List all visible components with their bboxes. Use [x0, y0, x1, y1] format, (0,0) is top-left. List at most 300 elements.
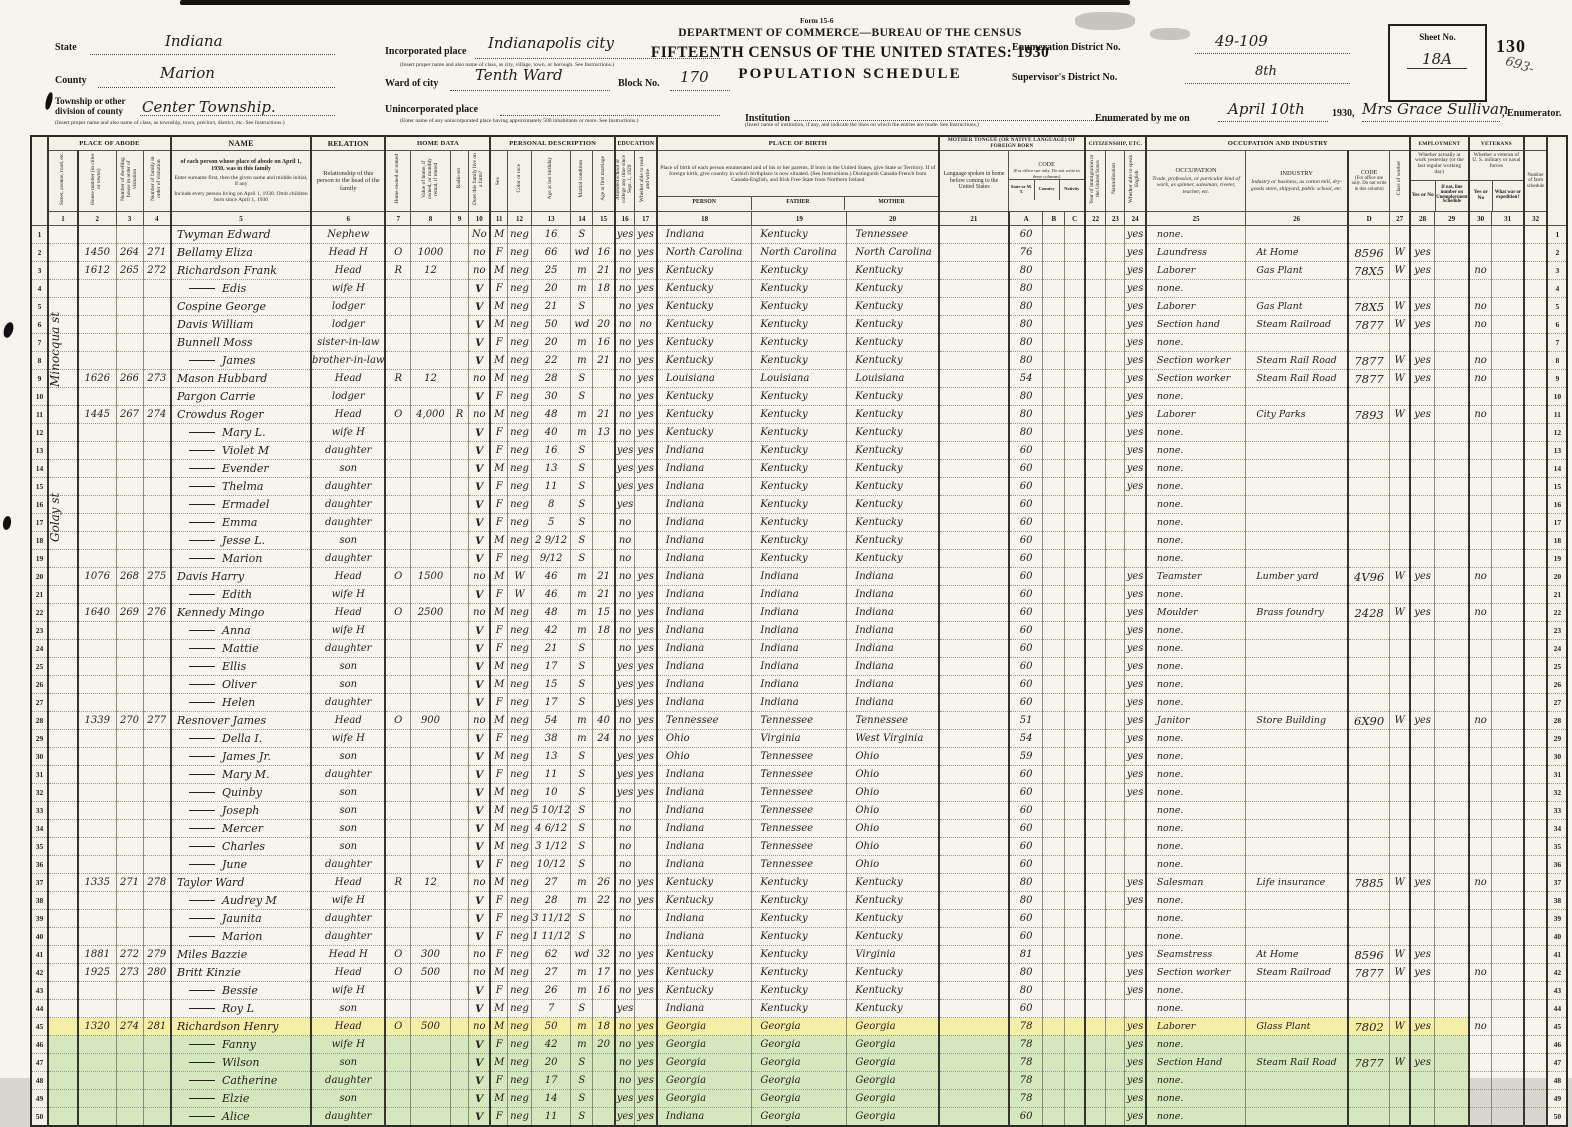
cell-cA: 78 [1009, 1054, 1043, 1072]
cell-pf: Virginia [752, 730, 847, 748]
cell-fs [1524, 838, 1547, 856]
col-head-industry: INDUSTRY Industry or business, as cotton mill, dry-goods store, shipyard, public school, etc. [1246, 151, 1348, 212]
cell-ms: S [571, 838, 593, 856]
cell-oc: none. [1146, 460, 1246, 478]
cell-vt [1469, 640, 1492, 658]
cell-hn [78, 442, 116, 460]
col-head-color: Color or race [507, 151, 531, 212]
cell-val [410, 280, 450, 298]
cell-name: Roy L [171, 1000, 311, 1018]
cell-name: Bellamy Eliza [171, 244, 311, 262]
cell-ind [1246, 640, 1348, 658]
cell-rel: Head [311, 874, 385, 892]
cell-ind: Store Building [1246, 712, 1348, 730]
cell-en: yes [1125, 892, 1146, 910]
cell-am: 16 [593, 982, 615, 1000]
cell-hn [78, 460, 116, 478]
cell-ms: m [571, 874, 593, 892]
cell-cB [1043, 946, 1065, 964]
cell-sx: F [490, 280, 507, 298]
cell-ms: m [571, 604, 593, 622]
cell-cA: 60 [1009, 460, 1043, 478]
cell-age: 17 [531, 658, 570, 676]
cell-dw [116, 532, 143, 550]
cell-war [1492, 964, 1524, 982]
group-personal-description: PERSONAL DESCRIPTION [490, 136, 614, 151]
cell-am [593, 802, 615, 820]
cell-dw: 272 [116, 946, 143, 964]
cell-name: Anna [171, 622, 311, 640]
state-line [90, 54, 335, 55]
cell-am [593, 550, 615, 568]
cell-fam [143, 226, 171, 244]
cell-cw [1390, 496, 1410, 514]
cell-en [1125, 820, 1146, 838]
cell-rw: yes [635, 280, 657, 298]
cell-lang [939, 1054, 1009, 1072]
cell-fam [143, 586, 171, 604]
county-value: Marion [160, 64, 215, 82]
cell-street [48, 928, 78, 946]
cell-cA: 59 [1009, 748, 1043, 766]
cell-cD [1348, 514, 1390, 532]
col-number-30: 30 [1469, 212, 1492, 226]
cell-cB [1043, 226, 1065, 244]
col-number-A: A [1009, 212, 1043, 226]
cell-o [385, 280, 410, 298]
cell-fam [143, 658, 171, 676]
cell-rad [450, 892, 468, 910]
cell-nat [1106, 442, 1125, 460]
cell-wk: yes [1410, 352, 1435, 370]
cell-sch: no [615, 370, 635, 388]
cell-sch: no [615, 550, 635, 568]
cell-ms: S [571, 1054, 593, 1072]
cell-vt [1469, 694, 1492, 712]
cell-farm: V [468, 892, 490, 910]
cell-sch: no [615, 640, 635, 658]
table-row [31, 928, 1567, 946]
cell-cB [1043, 586, 1065, 604]
cell-rw: yes [635, 766, 657, 784]
cell-cw [1390, 748, 1410, 766]
cell-sx: M [490, 1054, 507, 1072]
cell-fam [143, 910, 171, 928]
cell-oc: Laborer [1146, 1018, 1246, 1036]
cell-nat [1106, 370, 1125, 388]
cell-farm: V [468, 1072, 490, 1090]
cell-name: Catherine [171, 1072, 311, 1090]
cell-rad [450, 280, 468, 298]
cell-farm: no [468, 712, 490, 730]
cell-cC [1065, 892, 1085, 910]
cell-nat [1106, 892, 1125, 910]
table-row [31, 1054, 1567, 1072]
cell-war [1492, 730, 1524, 748]
cell-vt [1469, 766, 1492, 784]
cell-pf: Kentucky [752, 226, 847, 244]
cell-farm: V [468, 928, 490, 946]
line-number-right: 5 [1547, 298, 1567, 316]
cell-farm: V [468, 532, 490, 550]
cell-pf: Kentucky [752, 892, 847, 910]
cell-rad [450, 244, 468, 262]
line-number-left: 30 [31, 748, 48, 766]
col-number-14: 14 [571, 212, 593, 226]
cell-imm [1085, 550, 1106, 568]
cell-cr: neg [507, 316, 531, 334]
cell-war [1492, 316, 1524, 334]
cell-am [593, 784, 615, 802]
cell-dw: 267 [116, 406, 143, 424]
col-head-agemarr: Age at first marriage [593, 151, 615, 212]
cell-war [1492, 658, 1524, 676]
cell-war [1492, 1108, 1524, 1127]
cell-rad [450, 838, 468, 856]
cell-cC [1065, 982, 1085, 1000]
cell-cw [1390, 514, 1410, 532]
cell-wk [1410, 748, 1435, 766]
line-number-left: 8 [31, 352, 48, 370]
cell-sx: M [490, 712, 507, 730]
cell-cB [1043, 676, 1065, 694]
cell-cr: neg [507, 874, 531, 892]
cell-fs [1524, 442, 1547, 460]
cell-pb: Indiana [657, 820, 752, 838]
cell-am [593, 460, 615, 478]
cell-wk [1410, 676, 1435, 694]
cell-oc: none. [1146, 820, 1246, 838]
cell-am [593, 388, 615, 406]
scan-artifact-blob [2, 515, 12, 530]
cell-cD [1348, 658, 1390, 676]
line-number-left: 28 [31, 712, 48, 730]
cell-ind [1246, 982, 1348, 1000]
cell-fs [1524, 514, 1547, 532]
line-number-left: 11 [31, 406, 48, 424]
cell-sch: no [615, 532, 635, 550]
cell-pf: Louisiana [752, 370, 847, 388]
table-row [31, 910, 1567, 928]
cell-cA: 60 [1009, 766, 1043, 784]
cell-oc: Seamstress [1146, 946, 1246, 964]
cell-name: Violet M [171, 442, 311, 460]
cell-age: 11 [531, 1108, 570, 1127]
cell-rel: lodger [311, 388, 385, 406]
cell-cA: 54 [1009, 370, 1043, 388]
cell-hn [78, 514, 116, 532]
table-row [31, 1108, 1567, 1127]
group-relation: RELATION [311, 136, 385, 151]
cell-nat [1106, 694, 1125, 712]
cell-lang [939, 910, 1009, 928]
cell-am [593, 820, 615, 838]
cell-cw: W [1390, 316, 1410, 334]
cell-ms: S [571, 676, 593, 694]
cell-rel: son [311, 658, 385, 676]
cell-en: yes [1125, 316, 1146, 334]
cell-cB [1043, 532, 1065, 550]
cell-o [385, 460, 410, 478]
cell-cw [1390, 1000, 1410, 1018]
cell-cC [1065, 568, 1085, 586]
cell-fs [1524, 658, 1547, 676]
cell-dw [116, 658, 143, 676]
group-name: NAME [171, 136, 311, 151]
cell-vt [1469, 928, 1492, 946]
cell-hn [78, 640, 116, 658]
line-number-right: 46 [1547, 1036, 1567, 1054]
cell-cD [1348, 802, 1390, 820]
cell-ind [1246, 892, 1348, 910]
cell-en [1125, 802, 1146, 820]
cell-l29 [1435, 892, 1469, 910]
cell-dw: 264 [116, 244, 143, 262]
cell-l29 [1435, 460, 1469, 478]
cell-dw [116, 892, 143, 910]
cell-pm: Ohio [847, 820, 939, 838]
table-row [31, 1000, 1567, 1018]
cell-sx: F [490, 478, 507, 496]
cell-o [385, 856, 410, 874]
cell-ms: S [571, 928, 593, 946]
cell-en: yes [1125, 694, 1146, 712]
cell-dw: 265 [116, 262, 143, 280]
cell-vt [1469, 496, 1492, 514]
cell-cB [1043, 640, 1065, 658]
cell-oc: none. [1146, 226, 1246, 244]
cell-street [48, 604, 78, 622]
group-place-of-abode: PLACE OF ABODE [48, 136, 171, 151]
cell-am [593, 838, 615, 856]
cell-hn [78, 784, 116, 802]
cell-age: 46 [531, 568, 570, 586]
cell-pf: Kentucky [752, 1000, 847, 1018]
cell-cB [1043, 748, 1065, 766]
cell-rad [450, 442, 468, 460]
cell-val [410, 298, 450, 316]
cell-name: Helen [171, 694, 311, 712]
cell-sx: M [490, 604, 507, 622]
cell-cw [1390, 388, 1410, 406]
cell-pf: Kentucky [752, 406, 847, 424]
cell-street [48, 1072, 78, 1090]
cell-imm [1085, 604, 1106, 622]
cell-fs [1524, 910, 1547, 928]
cell-cB [1043, 478, 1065, 496]
cell-cC [1065, 244, 1085, 262]
cell-ms: S [571, 388, 593, 406]
cell-sx: F [490, 928, 507, 946]
cell-val [410, 352, 450, 370]
cell-nat [1106, 622, 1125, 640]
state-value: Indiana [165, 32, 223, 50]
cell-hn [78, 766, 116, 784]
cell-rel: son [311, 1054, 385, 1072]
cell-am: 26 [593, 874, 615, 892]
cell-fam [143, 640, 171, 658]
cell-oc: none. [1146, 532, 1246, 550]
col-number-29: 29 [1435, 212, 1469, 226]
scan-artifact-smudge [1075, 12, 1135, 30]
cell-sch: no [615, 388, 635, 406]
line-number-left: 21 [31, 586, 48, 604]
cell-ms: S [571, 298, 593, 316]
cell-age: 11 [531, 478, 570, 496]
cell-cC [1065, 424, 1085, 442]
cell-street [48, 820, 78, 838]
cell-pf: Tennessee [752, 856, 847, 874]
cell-vt [1469, 1108, 1492, 1127]
cell-am: 21 [593, 352, 615, 370]
cell-pf: Kentucky [752, 910, 847, 928]
cell-pm: Kentucky [847, 514, 939, 532]
cell-cr: neg [507, 298, 531, 316]
cell-en [1125, 1000, 1146, 1018]
col-number-22: 22 [1085, 212, 1106, 226]
cell-imm [1085, 640, 1106, 658]
cell-name: Joseph [171, 802, 311, 820]
cell-age: 48 [531, 406, 570, 424]
col-head-house: House number (in cities or towns) [78, 151, 116, 212]
line-number-right: 48 [1547, 1072, 1567, 1090]
cell-imm [1085, 892, 1106, 910]
cell-farm: V [468, 748, 490, 766]
cell-val [410, 766, 450, 784]
line-number-right: 45 [1547, 1018, 1567, 1036]
cell-lang [939, 1108, 1009, 1127]
cell-fs [1524, 964, 1547, 982]
cell-hn: 1339 [78, 712, 116, 730]
cell-val [410, 388, 450, 406]
cell-l29 [1435, 784, 1469, 802]
cell-en: yes [1125, 1090, 1146, 1108]
cell-war [1492, 1054, 1524, 1072]
cell-war [1492, 694, 1524, 712]
cell-en: yes [1125, 280, 1146, 298]
cell-rw: yes [635, 1018, 657, 1036]
cell-cr: neg [507, 748, 531, 766]
cell-sch: no [615, 406, 635, 424]
cell-age: 46 [531, 586, 570, 604]
cell-pm: Kentucky [847, 352, 939, 370]
cell-war [1492, 568, 1524, 586]
cell-rad [450, 856, 468, 874]
col-number-5: 5 [171, 212, 311, 226]
cell-cD [1348, 928, 1390, 946]
cell-farm: no [468, 568, 490, 586]
cell-fam [143, 352, 171, 370]
cell-cw [1390, 424, 1410, 442]
cell-ind [1246, 460, 1348, 478]
cell-rad [450, 550, 468, 568]
cell-street [48, 856, 78, 874]
cell-cB [1043, 712, 1065, 730]
cell-wk: yes [1410, 316, 1435, 334]
cell-imm [1085, 658, 1106, 676]
stamp-693: 693- [1503, 53, 1536, 78]
col-number-31: 31 [1492, 212, 1524, 226]
cell-cr: neg [507, 694, 531, 712]
table-row [31, 244, 1567, 262]
cell-cD: 2428 [1348, 604, 1390, 622]
cell-pm: West Virginia [847, 730, 939, 748]
cell-age: 3 1/12 [531, 838, 570, 856]
cell-l29 [1435, 946, 1469, 964]
cell-cA: 81 [1009, 946, 1043, 964]
cell-war [1492, 712, 1524, 730]
line-number-right: 32 [1547, 784, 1567, 802]
cell-farm: V [468, 784, 490, 802]
cell-imm [1085, 226, 1106, 244]
cell-cB [1043, 856, 1065, 874]
cell-oc: none. [1146, 856, 1246, 874]
col-head-immigration: Year of immigration to the United States [1085, 151, 1106, 212]
cell-pm: Tennessee [847, 226, 939, 244]
cell-cB [1043, 874, 1065, 892]
col-head-sex: Sex [490, 151, 507, 212]
line-number-right: 27 [1547, 694, 1567, 712]
cell-cr: neg [507, 640, 531, 658]
cell-age: 22 [531, 352, 570, 370]
cell-am [593, 910, 615, 928]
table-row [31, 982, 1567, 1000]
cell-lang [939, 514, 1009, 532]
cell-cw [1390, 784, 1410, 802]
group-home-data: HOME DATA [385, 136, 490, 151]
cell-imm [1085, 1036, 1106, 1054]
cell-am: 18 [593, 622, 615, 640]
cell-fs [1524, 226, 1547, 244]
cell-nat [1106, 1036, 1125, 1054]
cell-pb: Ohio [657, 730, 752, 748]
cell-pb: Indiana [657, 802, 752, 820]
cell-ms: S [571, 1000, 593, 1018]
cell-rad [450, 640, 468, 658]
cell-ms: m [571, 622, 593, 640]
table-row [31, 226, 1567, 244]
cell-street [48, 406, 78, 424]
cell-war [1492, 784, 1524, 802]
cell-o [385, 910, 410, 928]
cell-pf: Tennessee [752, 802, 847, 820]
cell-cw [1390, 550, 1410, 568]
cell-imm [1085, 388, 1106, 406]
cell-imm [1085, 514, 1106, 532]
cell-oc: Section hand [1146, 316, 1246, 334]
cell-am: 16 [593, 334, 615, 352]
cell-val [410, 676, 450, 694]
cell-rel: daughter [311, 1072, 385, 1090]
cell-lang [939, 1018, 1009, 1036]
cell-cw: W [1390, 262, 1410, 280]
cell-cB [1043, 1000, 1065, 1018]
cell-cB [1043, 658, 1065, 676]
cell-vt [1469, 820, 1492, 838]
table-row [31, 874, 1567, 892]
line-number-right: 31 [1547, 766, 1567, 784]
cell-rad [450, 964, 468, 982]
cell-farm: V [468, 460, 490, 478]
cell-en: yes [1125, 1054, 1146, 1072]
schedule-subtitle: POPULATION SCHEDULE [738, 66, 962, 82]
cell-war [1492, 298, 1524, 316]
cell-en: yes [1125, 676, 1146, 694]
cell-cw: W [1390, 568, 1410, 586]
cell-cD: 7802 [1348, 1018, 1390, 1036]
cell-cr: neg [507, 1072, 531, 1090]
cell-imm [1085, 568, 1106, 586]
